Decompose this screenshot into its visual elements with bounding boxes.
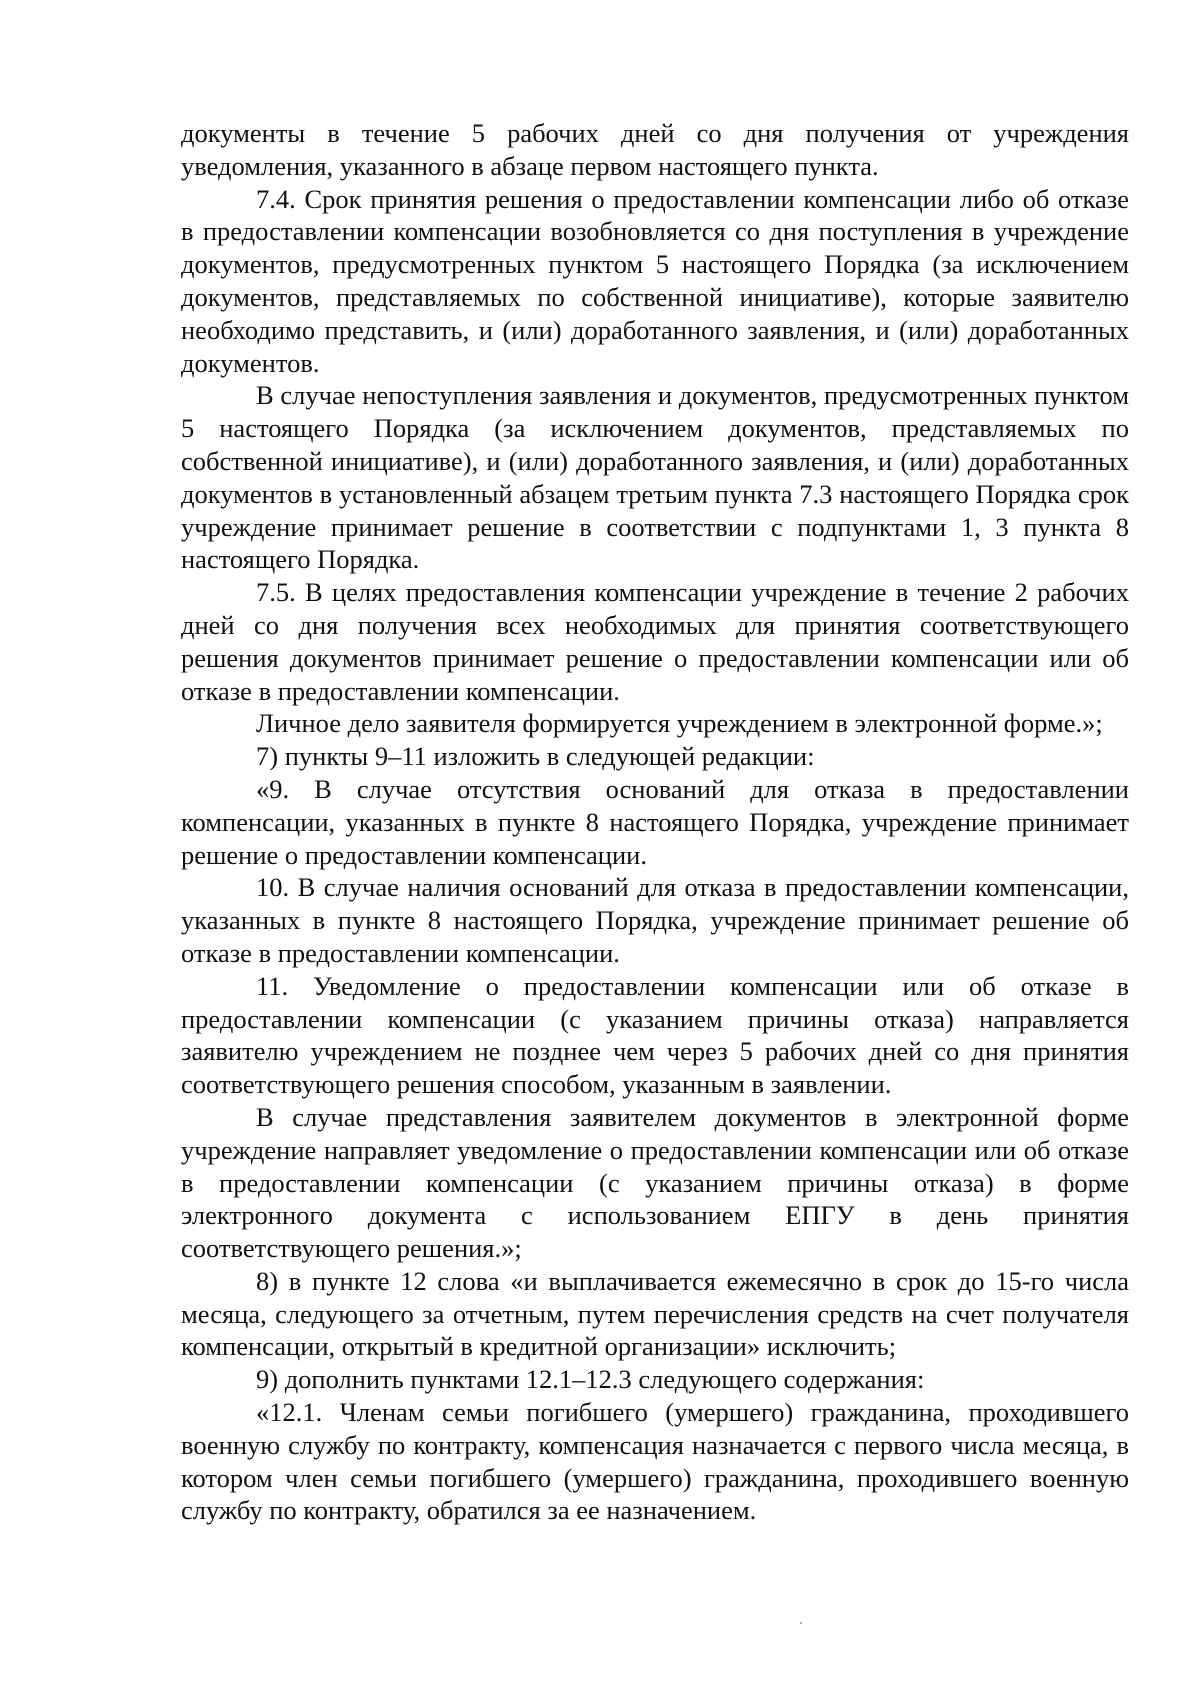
paragraph-item-10: 10. В случае наличия оснований для отказа в предоставлении компенсации, указанных в пункте 8 настоящего Порядка, учреждение принимает решение об отказе в предоставлении компенсации. (181, 872, 1129, 968)
paragraph-item-11: 11. Уведомление о предоставлении компенсации или об отказе в предоставлении компенсации (с указанием причины отказа) направляется заявителю учреждением не позднее чем через 5 рабочих дней со дня принятия соответствующего решения способом, указанным в заявлении. (181, 970, 1129, 1100)
paragraph-continuation: документы в течение 5 рабочих дней со дня получения от учреждения уведомления, указанного в абзаце первом настоящего пункта. (181, 118, 1129, 181)
paragraph-amendment-7: 7) пункты 9–11 изложить в следующей редакции: (256, 741, 815, 772)
paragraph-item-9: «9. В случае отсутствия оснований для отказа в предоставлении компенсации, указанных в пункте 8 настоящего Порядка, учреждение принимает решение о предоставлении компенсации. (181, 773, 1129, 870)
scan-speck (800, 1622, 802, 1624)
paragraph-electronic-notice: В случае представления заявителем документов в электронной форме учреждение направляет уведомление о предоставлении компенсации или об отказе в предоставлении компенсации (с указанием причины отказа) в форме электронного документа с использованием ЕПГУ в день принятия соответствующего решения.»; (181, 1101, 1129, 1264)
paragraph-7-4: 7.4. Срок принятия решения о предоставлении компенсации либо об отказе в предоставлении компенсации возобновляется со дня поступления в учреждение документов, предусмотренных пунктом 5 настоящего Порядка (за исключением документов, представляемых по собственной инициативе), которые заявителю необходимо представить, и (или) доработанного заявления, и (или) доработанных документов. (181, 183, 1129, 378)
document-body (181, 117, 1129, 1527)
paragraph-7-5: 7.5. В целях предоставления компенсации учреждение в течение 2 рабочих дней со дня получения всех необходимых для принятия соответствующего решения документов принимает решение о предоставлении компенсации или об отказе в предоставлении компенсации. (181, 577, 1129, 706)
paragraph-item-12-1: «12.1. Членам семьи погибшего (умершего) гражданина, проходившего военную службу по контракту, компенсация назначается с первого числа месяца, в котором член семьи погибшего (умершего) гражданина, проходившего военную службу по контракту, обратился за ее назначением. (181, 1397, 1129, 1526)
paragraph-nonreceipt: В случае непоступления заявления и документов, предусмотренных пунктом 5 настоящего Порядка (за исключением документов, представляемых по собственной инициативе), и (или) доработанного заявления, и (или) доработанных документов в установленный абзацем третьим пункта 7.3 настоящего Порядка срок учреждение принимает решение в соответствии с подпунктами 1, 3 пункта 8 настоящего Порядка. (181, 380, 1129, 575)
paragraph-personal-file: Личное дело заявителя формируется учреждением в электронной форме.»; (256, 708, 1103, 739)
paragraph-amendment-9: 9) дополнить пунктами 12.1–12.3 следующего содержания: (256, 1364, 925, 1395)
paragraph-amendment-8: 8) в пункте 12 слова «и выплачивается ежемесячно в срок до 15-го числа месяца, следующего за отчетным, путем перечисления средств на счет получателя компенсации, открытый в кредитной организации» исключить; (181, 1265, 1129, 1362)
